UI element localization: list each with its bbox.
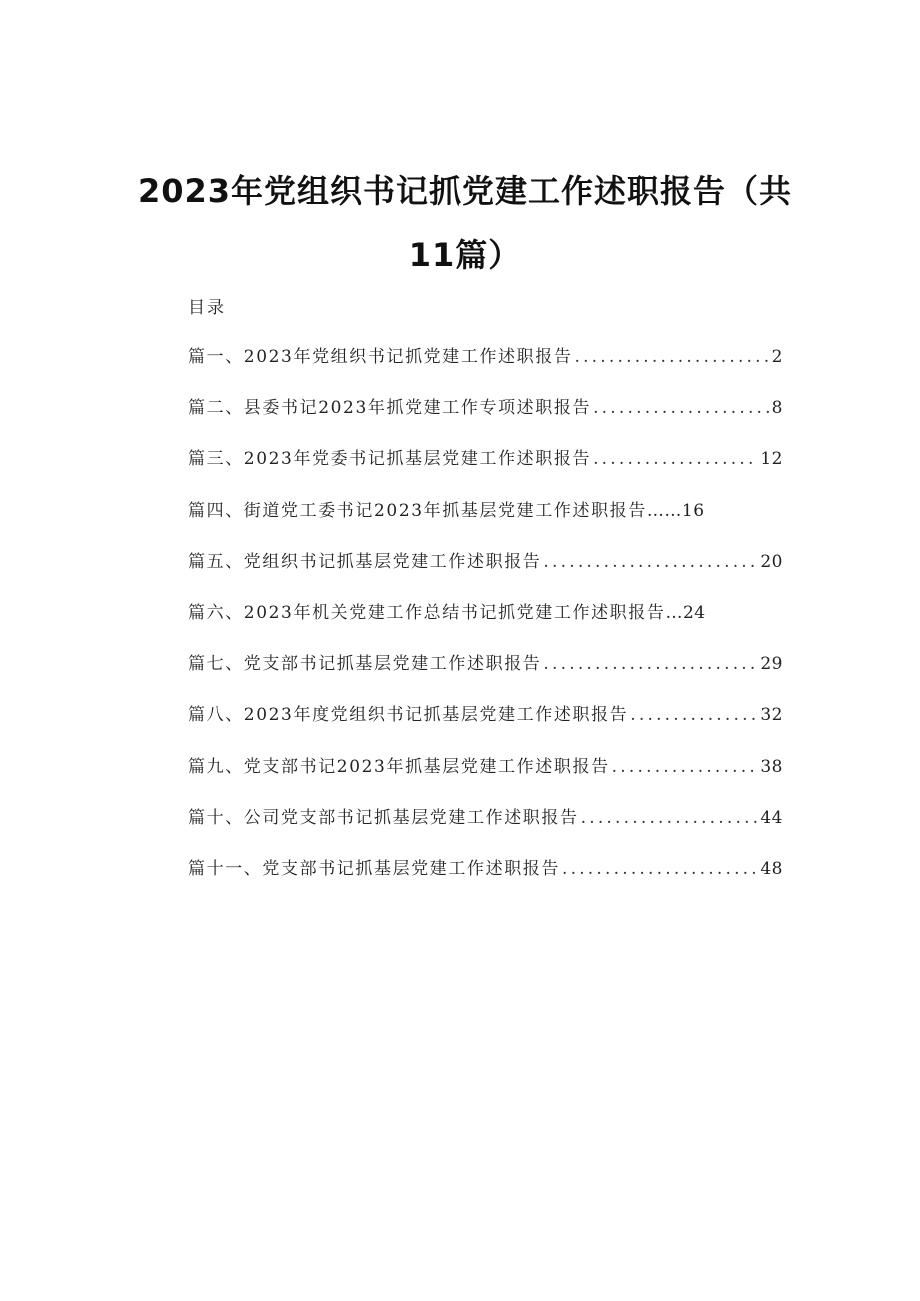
- toc-entry-8[interactable]: [188, 702, 783, 753]
- toc-entry-5[interactable]: [188, 549, 783, 600]
- toc-page-number: 2: [771, 347, 783, 367]
- document-title-line-1: 2023年党组织书记抓党建工作述职报告（共: [137, 172, 793, 211]
- toc-entry-label: 篇七、党支部书记抓基层党建工作述职报告: [188, 654, 542, 675]
- toc-heading: 目录: [188, 298, 226, 318]
- toc-dot-leader: [574, 344, 769, 370]
- toc-entry-11[interactable]: [188, 856, 783, 907]
- toc-dot-leader: [562, 856, 758, 882]
- toc-page-number: 8: [771, 398, 783, 419]
- toc-entry-label: 篇九、党支部书记2023年抓基层党建工作述职报告: [188, 756, 610, 777]
- toc-page-number: 38: [760, 756, 783, 777]
- toc-inline-page-number: ……16: [646, 500, 705, 521]
- toc-dot-leader: [593, 446, 758, 472]
- toc-entry-6[interactable]: [188, 600, 783, 651]
- toc-dot-leader: [630, 702, 758, 728]
- toc-dot-leader: [581, 805, 759, 831]
- toc-dot-leader: [593, 395, 770, 421]
- toc-entry-3[interactable]: [188, 446, 783, 497]
- toc-page-number: 12: [760, 449, 783, 470]
- toc-entry-label: 篇八、2023年度党组织书记抓基层党建工作述职报告: [188, 705, 629, 726]
- toc-entry-label: 篇五、党组织书记抓基层党建工作述职报告: [188, 551, 542, 572]
- toc-page-number: 20: [760, 551, 783, 572]
- toc-entry-7[interactable]: [188, 651, 783, 702]
- toc-page-number: 32: [760, 705, 783, 726]
- document-title-line-2: 11篇）: [408, 236, 522, 275]
- toc-entry-label: 篇十一、党支部书记抓基层党建工作述职报告: [188, 858, 560, 879]
- toc-entry-label: 篇四、街道党工委书记2023年抓基层党建工作述职报告: [188, 500, 647, 521]
- toc-entry-2[interactable]: [188, 395, 783, 446]
- toc-dot-leader: [543, 549, 758, 575]
- toc-page-number: 44: [760, 807, 783, 828]
- toc-entry-label: 篇六、2023年机关党建工作总结书记抓党建工作述职报告: [188, 602, 666, 623]
- toc-entry-label: 篇十、公司党支部书记抓基层党建工作述职报告: [188, 807, 579, 828]
- toc-page-number: 29: [760, 654, 783, 675]
- toc-dot-leader: [543, 651, 758, 677]
- toc-entry-9[interactable]: [188, 754, 783, 805]
- toc-entry-label: 篇二、县委书记2023年抓党建工作专项述职报告: [188, 398, 592, 419]
- table-of-contents: [188, 344, 783, 907]
- toc-dot-leader: [612, 754, 759, 780]
- toc-entry-10[interactable]: [188, 805, 783, 856]
- toc-entry-4[interactable]: [188, 498, 783, 549]
- toc-entry-1[interactable]: [188, 344, 783, 395]
- toc-page-number: 48: [760, 858, 783, 879]
- toc-entry-label: 篇三、2023年党委书记抓基层党建工作述职报告: [188, 449, 592, 470]
- document-title: [120, 159, 810, 287]
- toc-inline-page-number: …24: [665, 602, 706, 623]
- toc-entry-label: 篇一、2023年党组织书记抓党建工作述职报告: [188, 347, 573, 367]
